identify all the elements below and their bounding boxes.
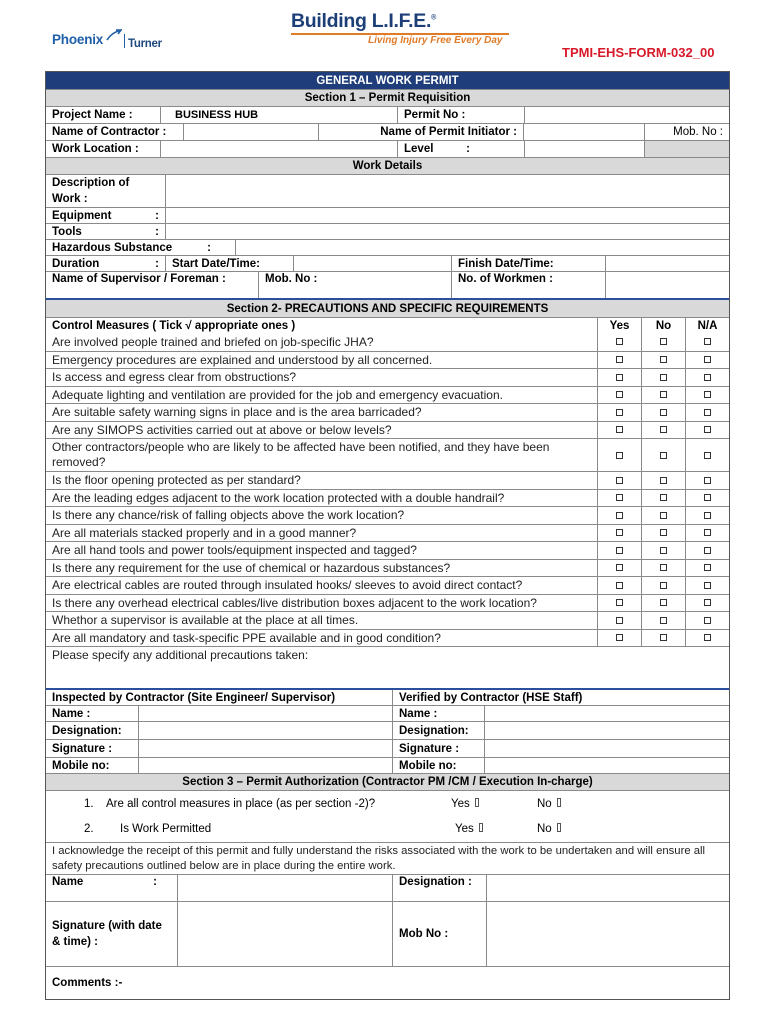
verifier-signature-label: Signature : — [392, 740, 484, 757]
verified-by-label: Verified by Contractor (HSE Staff) — [392, 690, 729, 705]
no-checkbox[interactable] — [641, 387, 685, 404]
no-checkbox[interactable] — [641, 333, 685, 351]
comments-field[interactable]: Comments :- — [52, 977, 123, 989]
checkbox-icon — [704, 547, 711, 554]
description-row — [46, 174, 729, 207]
checkbox-icon — [660, 426, 667, 433]
checkbox-icon — [704, 494, 711, 501]
checkbox-icon — [660, 634, 667, 641]
verifier-mobile-label: Mobile no: — [392, 758, 484, 773]
no-checkbox[interactable] — [641, 490, 685, 507]
no-header: No — [641, 318, 685, 333]
level-field[interactable] — [524, 141, 644, 157]
hazardous-label: Hazardous Substance : — [52, 241, 211, 254]
checkbox-icon — [660, 374, 667, 381]
na-checkbox[interactable] — [685, 439, 729, 471]
question-text: Whethor a supervisor is available at the place at all times. — [52, 613, 359, 628]
question-text: Are all materials stacked properly and in a good manner? — [52, 525, 357, 540]
yes-checkbox[interactable] — [597, 490, 641, 507]
question-text: Are electrical cables are routed through insulated hooks/ sleeves to avoid direct contact? — [52, 578, 523, 593]
permit-no-field[interactable] — [524, 107, 729, 123]
inspector-name-label: Name : — [52, 707, 91, 720]
checkbox-icon — [660, 547, 667, 554]
auth-item-2-text: Is Work Permitted — [120, 823, 212, 836]
checkbox-icon — [660, 617, 667, 624]
checkbox-icon — [616, 512, 623, 519]
no-checkbox[interactable] — [641, 542, 685, 559]
question-text: Is there any overhead electrical cables/live distribution boxes adjacent to the work location? — [52, 595, 537, 610]
yes-checkbox[interactable] — [597, 439, 641, 471]
initiator-field[interactable] — [523, 124, 644, 140]
question-row — [46, 541, 729, 559]
na-checkbox[interactable] — [685, 507, 729, 524]
inspector-mobile-label: Mobile no: — [52, 759, 110, 772]
auth-item-2: 2. Is Work Permitted Yes No — [46, 823, 729, 835]
checkbox-icon — [704, 512, 711, 519]
question-row — [46, 438, 729, 471]
question-text: Are any SIMOPS activities carried out at above or below levels? — [52, 422, 392, 437]
auth-item-1-yes[interactable]: Yes — [451, 798, 537, 810]
inspection-header-row — [46, 690, 729, 705]
auth-item-2-no[interactable]: No — [537, 823, 561, 835]
auth-name-label: Name : — [52, 876, 157, 888]
auth-item-1-no[interactable]: No — [537, 798, 561, 810]
checkbox-icon — [704, 374, 711, 381]
project-name-value[interactable]: BUSINESS HUB — [160, 107, 397, 123]
auth-mob-label: Mob No : — [392, 902, 486, 966]
checkbox-icon — [660, 582, 667, 589]
na-header: N/A — [685, 318, 729, 333]
question-row — [46, 489, 729, 507]
question-row — [46, 471, 729, 489]
control-measures-header: Control Measures ( Tick √ appropriate ones ) — [52, 319, 296, 332]
hazardous-row — [46, 239, 729, 255]
start-label: Start Date/Time: — [165, 256, 293, 271]
question-text: Is there any chance/risk of falling objects above the work location? — [52, 508, 405, 523]
inspector-signature-label: Signature : — [52, 742, 113, 755]
checkbox-icon — [660, 599, 667, 606]
yes-checkbox-icon — [479, 823, 483, 832]
work-location-field[interactable] — [160, 141, 397, 157]
question-text: Is the floor opening protected as per standard? — [52, 473, 301, 488]
question-row — [46, 611, 729, 629]
mob-field[interactable] — [644, 141, 729, 157]
work-location-row — [46, 140, 729, 157]
question-row — [46, 351, 729, 369]
logo-divider — [124, 34, 125, 48]
checkbox-icon — [704, 599, 711, 606]
checkbox-icon — [704, 477, 711, 484]
auth-item-2-yes[interactable]: Yes — [455, 823, 537, 835]
auth-item-1-text: Are all control measures in place (as per section -2)? — [106, 797, 376, 810]
auth-signature-field[interactable] — [177, 902, 392, 966]
na-checkbox[interactable] — [685, 333, 729, 351]
finish-field[interactable] — [605, 256, 729, 271]
duration-label: Duration : — [52, 257, 159, 270]
question-text: Is access and egress clear from obstructions? — [52, 370, 297, 385]
inspection-signature-row — [46, 739, 729, 757]
na-checkbox[interactable] — [685, 630, 729, 647]
checkbox-icon — [660, 477, 667, 484]
checkbox-icon — [660, 564, 667, 571]
turner-logo-text: Turner — [128, 38, 162, 50]
question-text: Are all mandatory and task-specific PPE available and in good condition? — [52, 630, 441, 645]
inspector-signature-field[interactable] — [138, 740, 392, 757]
yes-checkbox[interactable] — [597, 387, 641, 404]
yes-checkbox[interactable] — [597, 595, 641, 612]
tools-row — [46, 223, 729, 239]
auth-item-1: 1. Are all control measures in place (as per section -2)? Yes No — [46, 798, 729, 810]
description-field[interactable] — [165, 175, 729, 207]
checkbox-icon — [704, 356, 711, 363]
checkbox-icon — [616, 582, 623, 589]
checkbox-icon — [616, 409, 623, 416]
checkbox-icon — [616, 494, 623, 501]
comments-row — [46, 966, 729, 999]
equipment-row — [46, 207, 729, 223]
verifier-name-label: Name : — [392, 706, 484, 721]
project-name-label: Project Name : — [52, 109, 133, 121]
checkbox-icon — [704, 426, 711, 433]
supervisor-mob-label: Mob. No : — [258, 272, 451, 298]
checkbox-icon — [660, 409, 667, 416]
verifier-mobile-field[interactable] — [484, 758, 729, 773]
page-header — [0, 0, 768, 70]
description-label: Description of Work : — [52, 177, 130, 205]
no-checkbox[interactable] — [641, 422, 685, 439]
verifier-designation-field[interactable] — [484, 722, 729, 739]
checkbox-icon — [616, 374, 623, 381]
start-field[interactable] — [293, 256, 451, 271]
additional-precautions-row — [46, 646, 729, 688]
contractor-label: Name of Contractor : — [52, 126, 167, 138]
hazardous-field[interactable] — [235, 240, 729, 255]
auth-signature-row — [46, 901, 729, 966]
na-checkbox[interactable] — [685, 472, 729, 489]
question-text: Are involved people trained and briefed on job-specific JHA? — [52, 334, 374, 349]
mob-label: Mob. No : — [644, 124, 729, 140]
inspection-mobile-row — [46, 757, 729, 773]
auth-name-row — [46, 874, 729, 901]
yes-checkbox[interactable] — [597, 369, 641, 386]
equipment-label: Equipment : — [52, 209, 159, 222]
no-checkbox-icon — [557, 823, 561, 832]
work-location-label: Work Location : — [52, 143, 139, 155]
section2-title: Section 2- PRECAUTIONS AND SPECIFIC REQUIREMENTS — [46, 300, 729, 317]
no-checkbox-icon — [557, 798, 561, 807]
checkbox-icon — [660, 391, 667, 398]
yes-checkbox[interactable] — [597, 525, 641, 542]
no-checkbox[interactable] — [641, 472, 685, 489]
question-row — [46, 629, 729, 647]
question-text: Are all hand tools and power tools/equipment inspected and tagged? — [52, 543, 417, 558]
yes-checkbox[interactable] — [597, 507, 641, 524]
auth-mob-field[interactable] — [486, 902, 729, 966]
finish-label: Finish Date/Time: — [451, 256, 605, 271]
no-checkbox[interactable] — [641, 612, 685, 629]
duration-row — [46, 255, 729, 271]
no-checkbox[interactable] — [641, 507, 685, 524]
checkbox-icon — [616, 452, 623, 459]
form-title: GENERAL WORK PERMIT — [46, 72, 729, 89]
no-checkbox[interactable] — [641, 352, 685, 369]
na-checkbox[interactable] — [685, 387, 729, 404]
yes-checkbox[interactable] — [597, 352, 641, 369]
questions-list — [46, 333, 729, 646]
workmen-label: No. of Workmen : — [451, 272, 605, 298]
yes-checkbox[interactable] — [597, 630, 641, 647]
na-checkbox[interactable] — [685, 560, 729, 577]
no-checkbox[interactable] — [641, 577, 685, 594]
question-row — [46, 594, 729, 612]
verifier-name-field[interactable] — [484, 706, 729, 721]
initiator-label: Name of Permit Initiator : — [318, 124, 523, 140]
no-checkbox[interactable] — [641, 525, 685, 542]
checkbox-icon — [660, 512, 667, 519]
checkbox-icon — [704, 409, 711, 416]
question-row — [46, 524, 729, 542]
question-text: Other contractors/people who are likely to be affected have been notified, and they have been removed? — [52, 440, 550, 469]
question-row — [46, 403, 729, 421]
inspected-by-label: Inspected by Contractor (Site Engineer/ Supervisor) — [52, 691, 336, 704]
phoenix-logo-text: Phoenix — [52, 32, 104, 47]
checkbox-icon — [704, 582, 711, 589]
question-row — [46, 506, 729, 524]
question-row — [46, 576, 729, 594]
tools-field[interactable] — [165, 224, 729, 239]
auth-designation-label: Designation : — [392, 875, 486, 901]
checkbox-icon — [660, 529, 667, 536]
checkbox-icon — [704, 391, 711, 398]
checkbox-icon — [616, 599, 623, 606]
checkbox-icon — [704, 452, 711, 459]
acknowledgement-text: I acknowledge the receipt of this permit and fully understand the risks associated with the work to be undertaken and will ensure all safety precautions outlined below are in place during the entire work. — [52, 844, 706, 872]
na-checkbox[interactable] — [685, 490, 729, 507]
checkbox-icon — [616, 634, 623, 641]
checkbox-icon — [704, 529, 711, 536]
na-checkbox[interactable] — [685, 525, 729, 542]
inspector-designation-label: Designation: — [52, 724, 122, 737]
verifier-designation-label: Designation: — [392, 722, 484, 739]
na-checkbox[interactable] — [685, 404, 729, 421]
permit-no-label: Permit No : — [397, 107, 524, 123]
checkbox-icon — [660, 356, 667, 363]
auth-name-field[interactable] — [177, 875, 392, 901]
auth-signature-label: Signature (with date & time) : — [52, 920, 162, 948]
na-checkbox[interactable] — [685, 612, 729, 629]
no-checkbox[interactable] — [641, 404, 685, 421]
auth-designation-field[interactable] — [486, 875, 729, 901]
project-row — [46, 106, 729, 123]
checkbox-icon — [616, 477, 623, 484]
na-checkbox[interactable] — [685, 542, 729, 559]
question-text: Adequate lighting and ventilation are provided for the job and emergency evacuation. — [52, 387, 503, 402]
checkbox-icon — [660, 452, 667, 459]
authorization-block — [46, 790, 729, 842]
yes-checkbox[interactable] — [597, 542, 641, 559]
section1-title: Section 1 – Permit Requisition — [46, 89, 729, 106]
question-text: Is there any requirement for the use of chemical or hazardous substances? — [52, 560, 451, 575]
checkbox-icon — [616, 356, 623, 363]
question-text: Are suitable safety warning signs in place and is the area barricaded? — [52, 405, 422, 420]
inspector-name-field[interactable] — [138, 706, 392, 721]
inspection-designation-row — [46, 721, 729, 739]
checkbox-icon — [704, 338, 711, 345]
building-life-title: Building L.I.F.E.® — [291, 10, 436, 32]
checkbox-icon — [616, 338, 623, 345]
yes-header: Yes — [597, 318, 641, 333]
level-label: Level : — [397, 141, 524, 157]
yes-checkbox[interactable] — [597, 577, 641, 594]
na-checkbox[interactable] — [685, 352, 729, 369]
checkbox-icon — [616, 391, 623, 398]
verifier-signature-field[interactable] — [484, 740, 729, 757]
no-checkbox[interactable] — [641, 560, 685, 577]
yes-checkbox[interactable] — [597, 422, 641, 439]
na-checkbox[interactable] — [685, 595, 729, 612]
checkbox-icon — [616, 617, 623, 624]
no-checkbox[interactable] — [641, 595, 685, 612]
checkbox-icon — [616, 547, 623, 554]
supervisor-row — [46, 271, 729, 298]
inspector-designation-field[interactable] — [138, 722, 392, 739]
checkbox-icon — [704, 564, 711, 571]
supervisor-label: Name of Supervisor / Foreman : — [52, 273, 226, 285]
equipment-field[interactable] — [165, 208, 729, 223]
acknowledgement-row — [46, 842, 729, 874]
question-text: Are the leading edges adjacent to the work location protected with a double handrail? — [52, 490, 505, 505]
control-header-row — [46, 317, 729, 333]
question-row — [46, 368, 729, 386]
question-row — [46, 559, 729, 577]
additional-precautions-field[interactable]: Please specify any additional precautions taken: — [52, 648, 309, 662]
contractor-field[interactable] — [183, 124, 318, 140]
inspection-name-row — [46, 705, 729, 721]
checkbox-icon — [616, 529, 623, 536]
no-checkbox[interactable] — [641, 439, 685, 471]
form-number: TPMI-EHS-FORM-032_00 — [562, 45, 715, 60]
section3-title: Section 3 – Permit Authorization (Contractor PM /CM / Execution In-charge) — [46, 773, 729, 790]
yes-checkbox[interactable] — [597, 472, 641, 489]
question-row — [46, 386, 729, 404]
work-permit-form — [45, 71, 730, 1000]
yes-checkbox[interactable] — [597, 612, 641, 629]
yes-checkbox-icon — [475, 798, 479, 807]
inspector-mobile-field[interactable] — [138, 758, 392, 773]
question-text: Emergency procedures are explained and understood by all concerned. — [52, 352, 433, 367]
checkbox-icon — [616, 564, 623, 571]
tagline: Living Injury Free Every Day — [368, 35, 503, 46]
phoenix-swoosh-icon — [106, 28, 122, 42]
workmen-field[interactable] — [605, 272, 729, 298]
checkbox-icon — [704, 617, 711, 624]
question-row — [46, 333, 729, 351]
yes-checkbox[interactable] — [597, 560, 641, 577]
yes-checkbox[interactable] — [597, 333, 641, 351]
na-checkbox[interactable] — [685, 369, 729, 386]
checkbox-icon — [660, 494, 667, 501]
checkbox-icon — [704, 634, 711, 641]
no-checkbox[interactable] — [641, 369, 685, 386]
checkbox-icon — [616, 426, 623, 433]
no-checkbox[interactable] — [641, 630, 685, 647]
tools-label: Tools : — [52, 225, 159, 238]
yes-checkbox[interactable] — [597, 404, 641, 421]
na-checkbox[interactable] — [685, 577, 729, 594]
question-row — [46, 421, 729, 439]
checkbox-icon — [660, 338, 667, 345]
work-details-title: Work Details — [46, 157, 729, 174]
na-checkbox[interactable] — [685, 422, 729, 439]
contractor-row — [46, 123, 729, 140]
